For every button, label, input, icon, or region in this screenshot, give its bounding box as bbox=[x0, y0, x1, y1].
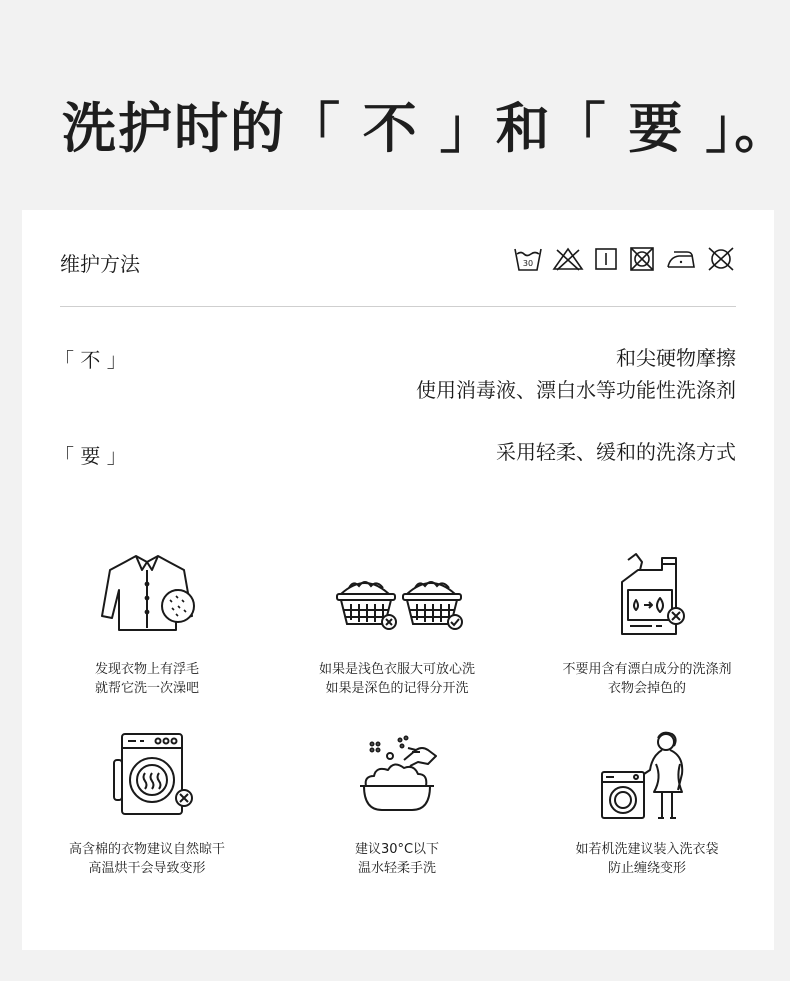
tip-line: 就帮它洗一次澡吧 bbox=[94, 681, 199, 696]
tip-line: 建议30°C以下 bbox=[354, 842, 440, 857]
tip-item bbox=[522, 730, 772, 910]
dont-text bbox=[416, 342, 736, 406]
do-label: 「 要 」 bbox=[54, 444, 127, 468]
dont-line: 使用消毒液、漂白水等功能性洗涤剂 bbox=[416, 378, 736, 402]
tip-line: 如若机洗建议装入洗衣袋 bbox=[575, 842, 719, 857]
tip-line: 如果是深色的记得分开洗 bbox=[325, 681, 469, 696]
tip-line: 高含棉的衣物建议自然晾干 bbox=[68, 842, 225, 857]
tip-caption bbox=[22, 660, 272, 698]
care-symbols bbox=[513, 246, 736, 272]
tip-line: 温水轻柔手洗 bbox=[357, 861, 436, 876]
tip-line: 不要用含有漂白成分的洗涤剂 bbox=[562, 662, 732, 677]
care-title: 维护方法 bbox=[60, 252, 140, 276]
dont-label: 「 不 」 bbox=[54, 348, 127, 372]
person-washing-machine-icon bbox=[592, 730, 702, 824]
tip-line: 防止缠绕变形 bbox=[607, 861, 686, 876]
dont-line: 和尖硬物摩擦 bbox=[616, 346, 736, 370]
page-headline: 洗护时的「 不 」和「 要 」。 bbox=[62, 97, 790, 160]
tip-item bbox=[522, 550, 772, 730]
shirt-lint-icon bbox=[92, 550, 202, 634]
no-tumble-dry-icon bbox=[628, 246, 656, 272]
do-line: 采用轻柔、缓和的洗涤方式 bbox=[496, 440, 736, 464]
do-text bbox=[496, 436, 736, 468]
no-bleach-icon bbox=[552, 246, 584, 272]
dryer-icon bbox=[92, 730, 202, 820]
tip-line: 高温烘干会导致变形 bbox=[88, 861, 206, 876]
laundry-baskets-icon bbox=[327, 550, 467, 634]
tip-caption bbox=[522, 840, 772, 878]
tip-item bbox=[22, 550, 272, 730]
hand-wash-basin-icon bbox=[342, 730, 452, 820]
care-card bbox=[22, 210, 774, 950]
tip-item bbox=[272, 550, 522, 730]
svg-text:30: 30 bbox=[522, 259, 534, 268]
low-iron-icon bbox=[665, 246, 697, 272]
tip-caption bbox=[272, 840, 522, 878]
bleach-bottle-icon bbox=[592, 550, 702, 640]
divider bbox=[60, 306, 736, 307]
tip-caption bbox=[22, 840, 272, 878]
wash-30-icon bbox=[513, 246, 543, 272]
tip-item bbox=[22, 730, 272, 910]
tip-item bbox=[272, 730, 522, 910]
tips-grid bbox=[22, 550, 774, 910]
tip-line: 衣物会掉色的 bbox=[607, 681, 686, 696]
tip-line: 如果是浅色衣服大可放心洗 bbox=[318, 662, 475, 677]
tip-caption bbox=[272, 660, 522, 698]
line-dry-icon bbox=[593, 246, 619, 272]
tip-line: 发现衣物上有浮毛 bbox=[94, 662, 199, 677]
no-dry-clean-icon bbox=[706, 246, 736, 272]
tip-caption bbox=[522, 660, 772, 698]
